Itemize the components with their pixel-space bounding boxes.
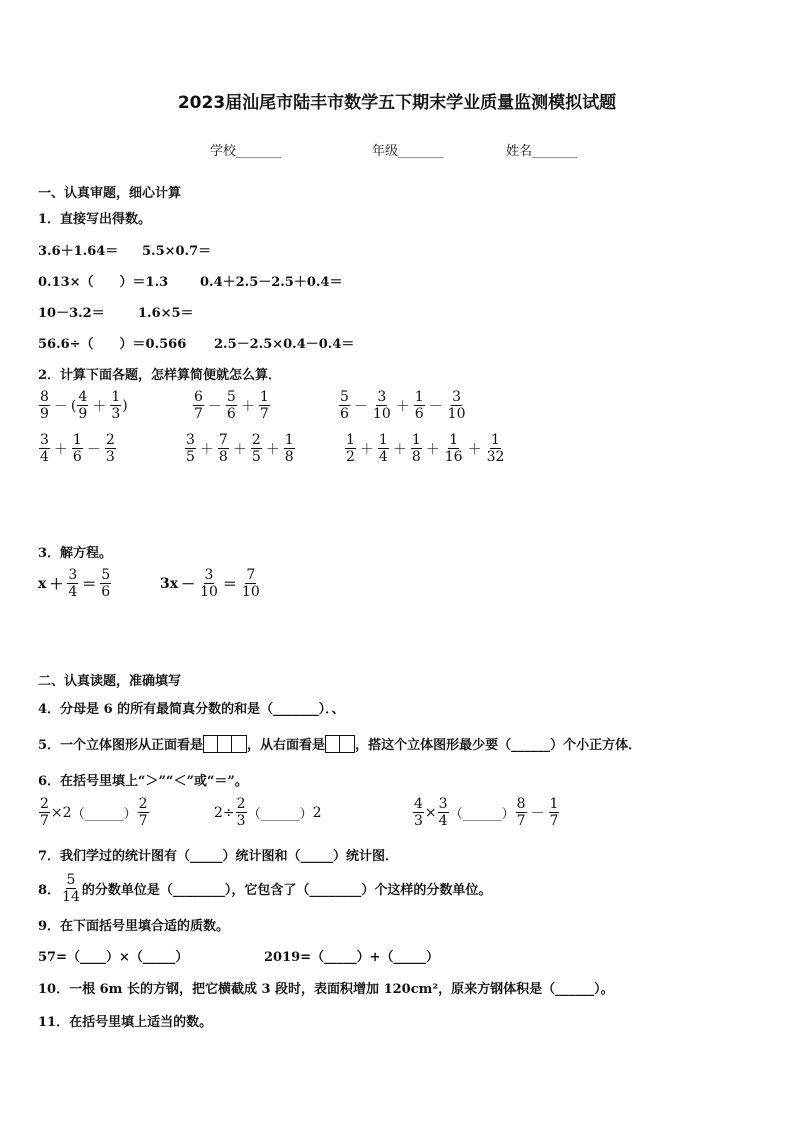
q1-r3a: 10－3.2＝ [38, 306, 105, 321]
q1-r4a: 56.6÷（ ）＝0.566 [38, 337, 187, 352]
q3-prompt: 3．解方程。 [38, 546, 113, 561]
q7: 7．我们学过的统计图有（_____）统计图和（_____）统计图． [38, 849, 399, 864]
section-2-heading: 二、认真读题，准确填写 [38, 674, 182, 689]
q1-r2a: 0.13×（ ）＝1.3 [38, 275, 169, 290]
front-view-figure [203, 735, 247, 753]
q1-r3b: 1.6×5＝ [138, 306, 194, 321]
name-field: 姓名_______ [506, 144, 578, 159]
q2-expr-4: $\frac{3}{4}$ ＋ $\frac{1}{6}$ － $\frac{2}{3}$ [40, 432, 115, 465]
q9-prompt: 9．在下面括号里填合适的质数。 [38, 919, 230, 934]
page-title: 2023届汕尾市陆丰市数学五下期末学业质量监测模拟试题 [177, 93, 617, 113]
q3-eq-1: x ＋ $\frac{3}{4}$ ＝ $\frac{5}{6}$ [38, 567, 111, 600]
q1-r2b: 0.4＋2.5－2.5＋0.4＝ [200, 275, 343, 290]
right-view-figure [325, 735, 355, 753]
q1-prompt: 1．直接写出得数。 [38, 212, 152, 227]
q6-compare-3: $\frac{4}{3}$ × $\frac{3}{4}$ （______） $\frac{8}{7}$ － $\frac{1}{7}$ [414, 796, 559, 829]
q6-compare-1: $\frac{2}{7}$ × 2 （______） $\frac{2}{7}$ [40, 796, 148, 829]
q6-prompt: 6．在括号里填上“＞”“＜”或“＝”。 [38, 774, 248, 789]
q3-eq-2: 3x － $\frac{3}{10}$ ＝ $\frac{7}{10}$ [160, 567, 260, 600]
q11: 11．在括号里填上适当的数。 [38, 1015, 213, 1030]
section-1-heading: 一、认真审题，细心计算 [38, 186, 182, 201]
q1-r1b: 5.5×0.7＝ [142, 244, 212, 259]
q2-prompt: 2．计算下面各题，怎样算简便就怎么算． [38, 368, 282, 383]
q2-expr-3: $\frac{5}{6}$ － $\frac{3}{10}$ ＋ $\frac{1}{6}$ － $\frac{3}{10}$ [340, 389, 466, 422]
q1-r4b: 2.5－2.5×0.4－0.4＝ [214, 337, 355, 352]
q9-a: 57=（____）×（_____） [38, 950, 189, 965]
q1-r1a: 3.6＋1.64＝ [38, 244, 119, 259]
q8: 8． $\frac{5}{14}$ 的分数单位是（________），它包含了（________）个这样的分数单位。 [38, 872, 492, 905]
q4: 4．分母是 6 的所有最简真分数的和是（_______）．、 [38, 702, 345, 717]
grade-field: 年级_______ [372, 144, 444, 159]
q2-expr-2: $\frac{6}{7}$ － $\frac{5}{6}$ ＋ $\frac{1}{7}$ [194, 389, 269, 422]
fraction: $\frac{8}{9}$ [40, 389, 49, 422]
q2-expr-6: $\frac{1}{2}$ ＋ $\frac{1}{4}$ ＋ $\frac{1}{8}$ ＋ $\frac{1}{16}$ ＋ $\frac{1}{32}$ [346, 432, 505, 465]
q2-expr-5: $\frac{3}{5}$ ＋ $\frac{7}{8}$ ＋ $\frac{2}{5}$ ＋ $\frac{1}{8}$ [186, 432, 294, 465]
fraction: $\frac{1}{3}$ [111, 389, 121, 422]
fraction: $\frac{4}{9}$ [78, 389, 88, 422]
q6-compare-2: 2 ÷ $\frac{2}{3}$ （______） 2 [214, 796, 322, 829]
q5: 5．一个立体图形从正面看是 ，从右面看是 ，搭这个立体图形最少要（______）个小正方体． [38, 734, 641, 753]
q2-expr-1: $\frac{8}{9}$ － ( $\frac{4}{9}$ ＋ $\frac{1}{3}$ ) [40, 389, 128, 422]
school-field: 学校_______ [210, 144, 282, 159]
q9-b: 2019=（_____）+（_____） [264, 950, 439, 965]
q10: 10．一根 6m 长的方钢，把它横截成 3 段时，表面积增加 120cm²，原来方钢体积是（______）。 [38, 982, 614, 997]
